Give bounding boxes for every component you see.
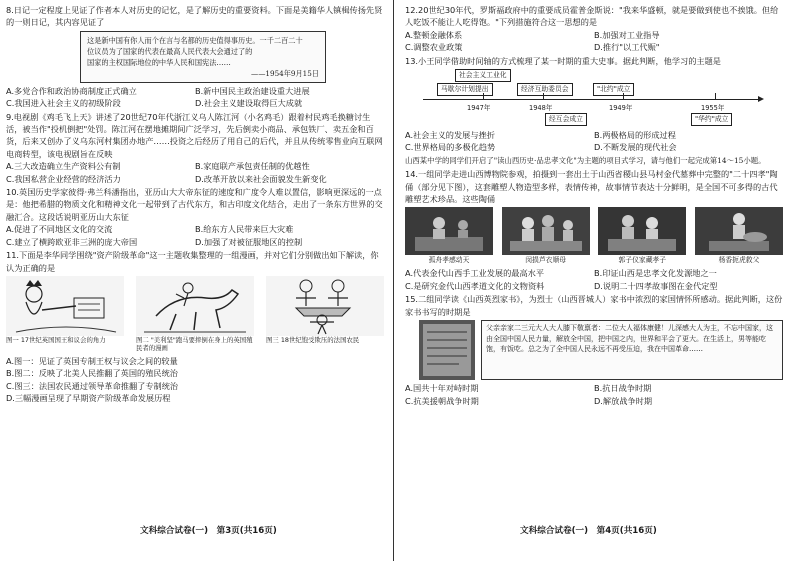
option-d: D.说明二十四孝故事图在金代定型 [594, 280, 718, 291]
timeline [405, 69, 783, 127]
timeline-year: 1955年 [701, 104, 725, 113]
timeline-tick [623, 93, 624, 99]
option-a: A.三大改造确立生产资料公有制 [6, 161, 121, 172]
timeline-event: "华约"成立 [691, 113, 732, 126]
option-c: C.图三：法国农民通过领导革命推翻了专制统治 [6, 380, 179, 391]
cartoon-2 [136, 276, 254, 353]
option-a: A.图一：见证了英国专制王权与议会之间的较量 [6, 355, 178, 366]
option-d: D.解放战争时期 [594, 395, 653, 406]
question-stem: 8.日记一定程度上见证了作者本人对历史的记忆，是了解历史的重要资料。下面是美籍华人镇楫传扬先贤的一则日记，其内容见证了 [6, 5, 383, 28]
timeline-event: 马歇尔计划提出 [437, 83, 493, 96]
page-footer-left: 文科综合试卷(一) 第3页(共16页) [140, 526, 277, 536]
question-stem: 14.一组同学走进山西博物院参观，拍摄到一套出土于山西省稷山县马村金代墓葬中完整的"二十四孝"陶俑（部分见下图），这套雕塑人物造型多样，表情传神，故事情节表达十分鲜明，是全国不可多得的古代雕塑艺术珍品。这些陶俑 [405, 169, 778, 205]
option-d: D.加强了对被征服地区的控制 [195, 236, 303, 247]
question-13 [405, 55, 783, 154]
timeline-year: 1948年 [529, 104, 553, 113]
timeline-event: 经济互助委员会 [517, 83, 573, 96]
option-d: D.改革开放以来社会面貌发生新变化 [195, 173, 327, 184]
figurine-photo-icon [405, 207, 493, 255]
letter-scan-icon [419, 320, 475, 380]
question-9 [6, 111, 384, 185]
option-d: D.不断发展的现代社会 [594, 142, 677, 153]
question-stem: 9.电视剧《鸡毛飞上天》讲述了20世纪70年代浙江义乌人陈江河（小名鸡毛）跟着村民鸡毛换糖讨生活，被当作"投机倒把"处罚。陈江河在摆地摊期间广泛学习，先后倒卖小商品、承包铁厂、卖五金和百货，后来又创办了义乌东河村集团办地产……投资之后经历了用自己的后代，并且从传统零售业向互联网电商转型，该电视剧旨在反映 [6, 111, 383, 159]
photo-caption: 孤舟孝感动天 [428, 256, 470, 265]
photo-caption: 郭子仪家藏孝子 [618, 256, 667, 265]
option-a: A.国共十年对峙时期 [405, 383, 479, 394]
timeline-tick [543, 93, 544, 99]
photo-1 [405, 207, 493, 265]
cartoon-caption: 图一 17世纪英国国王和议会的角力 [6, 335, 106, 344]
question-stem: 15.二组同学读《山西英烈家书》，为烈士（山西晋城人）家书中浓烈的家国情怀所感动。据此判断，这份家书书写的时期是 [405, 294, 783, 317]
horse-rider-cartoon-icon [136, 276, 254, 336]
timeline-event: 社会主义工业化 [455, 69, 511, 82]
option-c: C.调整农业政策 [405, 42, 463, 53]
timeline-tick [483, 93, 484, 99]
timeline-event: 经互会成立 [545, 113, 587, 126]
timeline-year: 1947年 [467, 104, 491, 113]
photo-4 [695, 207, 783, 265]
question-stem: 13.小王同学借助时间轴的方式梳理了某一时期的重大史事。据此判断，他学习的主题是 [405, 55, 721, 66]
diary-excerpt [80, 31, 326, 83]
question-8 [6, 4, 384, 110]
figurine-photo-icon [695, 207, 783, 255]
option-a: A.代表金代山西手工业发展的最高水平 [405, 268, 545, 279]
option-d: D.社会主义建设取得巨大成就 [195, 98, 303, 109]
right-page [405, 4, 783, 408]
timeline-tick [715, 93, 716, 99]
question-11 [6, 249, 384, 404]
cartoon-row [6, 276, 384, 353]
option-c: C.建立了横跨欧亚非三洲的庞大帝国 [6, 236, 138, 247]
option-b: B.图二：反映了北美人民推翻了英国的殖民统治 [6, 368, 178, 379]
question-12 [405, 4, 783, 54]
peasant-burden-cartoon-icon [266, 276, 384, 336]
option-b: B.家庭联产承包责任制的优越性 [195, 161, 310, 172]
family-letter [419, 320, 783, 380]
option-b: B.新中国民主政治建设重大进展 [195, 85, 310, 96]
option-a: A.促进了不同地区文化的交流 [6, 224, 113, 235]
photo-3 [598, 207, 686, 265]
letter-text: 父亲亲家二三元大人大人膝下敬禀者：二位大人福体康健！儿深感大人为主，不忘中国家，这由全国中国人民力量，解放全中国，把中国之内，世界和平会了更大。在生活上，男等能吃饱，有饭吃。总之为了全中国人民永远不再受压迫，我在中国革命…… [481, 320, 783, 380]
figurine-photo-icon [502, 207, 590, 255]
option-a: A.整顿金融体系 [405, 29, 463, 40]
question-15 [405, 293, 783, 407]
page-footer-right: 文科综合试卷(一) 第4页(共16页) [520, 526, 657, 536]
question-stem: 11.下面是李华同学围绕"资产阶级革命"这一主题收集整理的一组漫画，并对它们分别做出如下解读，你认为正确的是 [6, 250, 379, 273]
option-a: A.社会主义的发展与挫折 [405, 130, 495, 141]
timeline-axis [423, 99, 759, 100]
photo-caption: 闵损芦衣顺母 [525, 256, 567, 265]
timeline-event: "北约"成立 [593, 83, 634, 96]
question-stem: 12.20世纪30年代，罗斯福政府中的重要成员霍普金斯说："我来华盛顿，就是要做到使也不挨饿。但给人吃饭不能让人吃得饱。"下列措施符合这一思想的是 [405, 5, 779, 28]
option-c: C.我国私营企业经营的经济活力 [6, 173, 121, 184]
option-b: B.抗日战争时期 [594, 383, 652, 394]
question-14 [405, 168, 783, 292]
diary-line: 这是新中国有你人而个在言与名都的历史值得事历史。一千二百二十 [87, 35, 303, 45]
diary-line: 国家的主权国际地位的中华人民和国宪法…… [87, 57, 231, 67]
photo-caption: 杨香扼虎救父 [718, 256, 760, 265]
project-intro: 山西某中学的同学们开启了"读山西历史·品忠孝文化"为主题的项目式学习，请与他们一起完成第14～15小题。 [405, 155, 766, 165]
figurine-photos [405, 207, 783, 265]
figurine-photo-icon [598, 207, 686, 255]
option-c: C.是研究金代山西孝道文化的文物资料 [405, 280, 545, 291]
option-b: B.给东方人民带来巨大灾难 [195, 224, 294, 235]
cartoon-caption: 图三 18世纪饱受欺压的法国农民 [266, 335, 360, 344]
option-c: C.抗美援朝战争时期 [405, 395, 479, 406]
option-d: D.三幅漫画呈现了早期资产阶级革命发展历程 [6, 393, 171, 404]
option-b: B.加强对工业指导 [594, 29, 660, 40]
diary-line: 位议员为了国家的代表在最高人民代表大会通过了的 [87, 46, 253, 56]
cartoon-1 [6, 276, 124, 353]
question-10 [6, 186, 384, 248]
diary-date: ——1954年9月15日 [251, 68, 319, 78]
option-b: B.印证山西是忠孝文化发源地之一 [594, 268, 717, 279]
timeline-year: 1949年 [609, 104, 633, 113]
option-c: C.世界格局的多极化趋势 [405, 142, 496, 153]
photo-2 [502, 207, 590, 265]
option-b: B.两极格局的形成过程 [594, 130, 676, 141]
cartoon-3 [266, 276, 384, 353]
option-a: A.多党合作和政治协商制度正式确立 [6, 85, 137, 96]
king-parliament-cartoon-icon [6, 276, 124, 336]
left-page [6, 4, 384, 406]
page-divider [393, 0, 394, 561]
option-c: C.我国进入社会主义的初级阶段 [6, 98, 121, 109]
cartoon-caption: 图二 "美利坚"跑马要摔倒在身上的英国殖民者的漫画 [136, 335, 253, 353]
option-d: D.推行"以工代赈" [594, 42, 660, 53]
question-stem: 10.英国历史学家彼得·弗兰科潘指出，亚历山大大帝东征的速度和广度令人难以置信，影响更深远的一点是：他把希腊的物质文化和精神文化一起带到了古代东方，和古印度文化结合，走出了一条东方世界的交融汇合。这段话说明亚历山大东征 [6, 187, 383, 222]
